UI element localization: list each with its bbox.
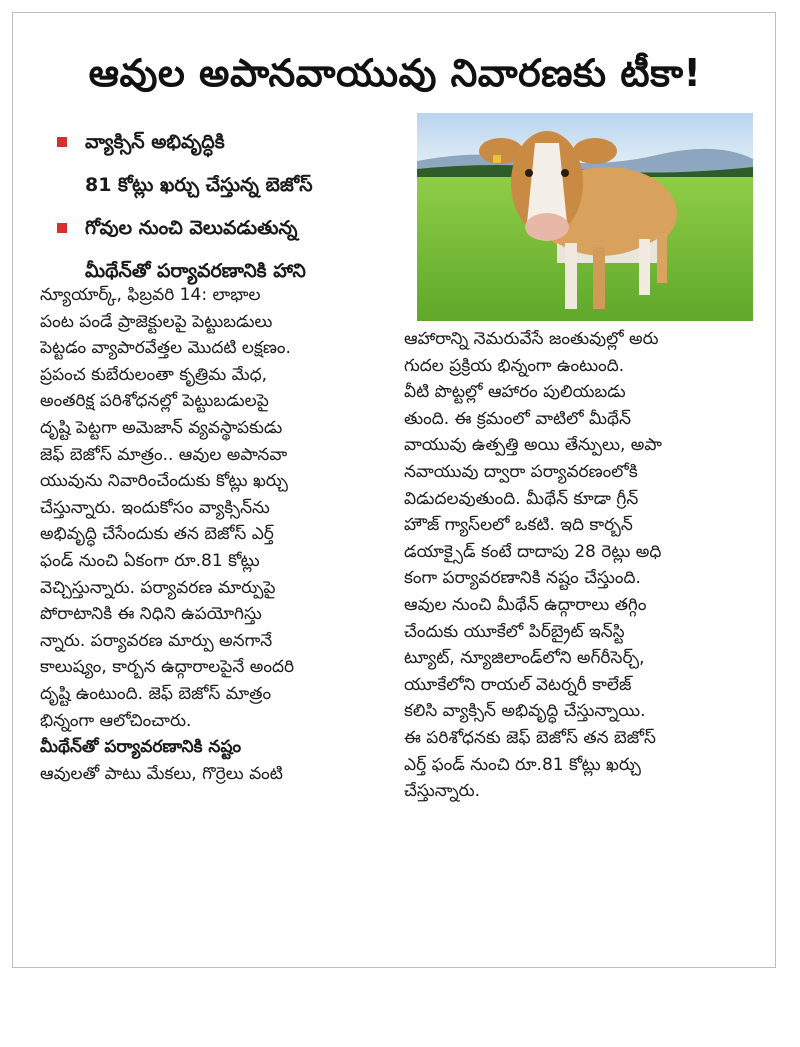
text-line: యువును నివారించేందుకు కోట్లు ఖర్చు bbox=[40, 471, 288, 492]
text-line: న్యూయార్క్, ఫిబ్రవరి 14: లాభాల bbox=[40, 285, 261, 305]
bullet-line: వ్యాక్సిన్ అభివృద్ధికి bbox=[85, 131, 225, 153]
text-line: కలిసి వ్యాక్సిన్ అభివృద్ధి చేస్తున్నాయి. bbox=[404, 701, 646, 722]
text-line: చేస్తున్నారు. ఇందుకోసం వ్యాక్సిన్‌ను bbox=[40, 497, 270, 518]
text-line: దృష్టి పెట్టగా అమెజాన్ వ్యవస్థాపకుడు bbox=[40, 417, 283, 438]
text-line: ఆవులతో పాటు మేకలు, గొర్రెలు వంటి bbox=[40, 763, 283, 784]
text-line: ఆహారాన్ని నెమరువేసే జంతువుల్లో అరు bbox=[404, 329, 659, 349]
text-line: జెఫ్ బెజోస్ మాత్రం.. ఆవుల అపానవా bbox=[40, 444, 288, 465]
text-line: డయాక్సైడ్ కంటే దాదాపు 28 రెట్లు అధి bbox=[404, 541, 662, 562]
article-column-right bbox=[404, 326, 740, 805]
text-line: ట్యూట్, న్యూజిలాండ్‌లోని అగ్‌రీసెర్చ్, bbox=[404, 648, 645, 669]
bullet-line: గోవుల నుంచి వెలువడుతున్న bbox=[85, 217, 298, 239]
text-line: పంట పండే ప్రాజెక్టులపై పెట్టుబడులు bbox=[40, 311, 273, 332]
text-line: విడుదలవుతుంది. మీథేన్ కూడా గ్రీన్ bbox=[404, 488, 639, 509]
bullet-methane bbox=[53, 207, 413, 293]
text-line: హౌజ్ గ్యాస్‌లలో ఒకటి. ఇది కార్బన్ bbox=[404, 515, 633, 536]
cow-illustration bbox=[417, 113, 753, 321]
text-line: ఈ పరిశోధనకు జెఫ్ బెజోస్ తన బెజోస్ bbox=[404, 727, 656, 748]
text-line: పోరాటానికి ఈ నిధిని ఉపయోగిస్తు bbox=[40, 604, 262, 625]
text-line: నవాయువు ద్వారా పర్యావరణంలోకి bbox=[404, 461, 638, 482]
article-column-left bbox=[40, 282, 394, 787]
text-line: గుదల ప్రక్రియ భిన్నంగా ఉంటుంది. bbox=[404, 355, 625, 376]
text-line: ఆవుల నుంచి మీథేన్ ఉద్గారాలు తగ్గిం bbox=[404, 594, 647, 615]
text-line: ఎర్త్ ఫండ్ నుంచి రూ.81 కోట్లు ఖర్చు bbox=[404, 754, 641, 775]
text-line: న్నారు. పర్యావరణ మార్పు అనగానే bbox=[40, 630, 273, 651]
bullet-vaccine bbox=[53, 121, 413, 207]
section-subheading: మీథేన్‌తో పర్యావరణానికి నష్టం bbox=[40, 737, 242, 758]
highlight-bullets bbox=[53, 121, 413, 293]
text-line: దృష్టి ఉంటుంది. జెఫ్ బెజోస్ మాత్రం bbox=[40, 683, 272, 704]
text-line: ఫండ్ నుంచి ఏకంగా రూ.81 కోట్లు bbox=[40, 550, 260, 571]
text-line: తుంది. ఈ క్రమంలో వాటిలో మీథేన్ bbox=[404, 408, 631, 429]
text-line: వెచ్చిస్తున్నారు. పర్యావరణ మార్పుపై bbox=[40, 577, 276, 598]
text-line: యూకేలోని రాయల్ వెటర్నరీ కాలేజ్ bbox=[404, 674, 632, 695]
text-line: చేస్తున్నారు. bbox=[404, 781, 480, 802]
text-line: వాయువు ఉత్పత్తి అయి తేన్పులు, అపా bbox=[404, 435, 662, 456]
headline: ఆవుల అపానవాయువు నివారణకు టీకా! bbox=[88, 51, 702, 95]
text-line: కంగా పర్యావరణానికి నష్టం చేస్తుంది. bbox=[404, 568, 641, 589]
text-line: అంతరిక్ష పరిశోధనల్లో పెట్టుబడులపై bbox=[40, 391, 269, 412]
text-line: కాలుష్యం, కార్బన ఉద్గారాలపైనే అందరి bbox=[40, 657, 295, 678]
text-line: పెట్టడం వ్యాపారవేత్తల మొదటి లక్షణం. bbox=[40, 338, 291, 359]
text-line: వీటి పొట్టల్లో ఆహారం పులియబడు bbox=[404, 382, 626, 403]
text-line: అభివృద్ధి చేసేందుకు తన బెజోస్ ఎర్త్ bbox=[40, 524, 274, 545]
cow-photo bbox=[417, 113, 753, 321]
bullet-square-icon bbox=[57, 137, 67, 147]
text-line: ప్రపంచ కుబేరులంతా కృత్రిమ మేధ, bbox=[40, 364, 267, 385]
bullet-line: 81 కోట్లు ఖర్చు చేస్తున్న బెజోస్ bbox=[85, 174, 313, 196]
text-line: చేందుకు యూకేలో పిర్‌బ్రైట్ ఇన్‌స్టి bbox=[404, 621, 625, 642]
bullet-line: మీథేన్‌తో పర్యావరణానికి హాని bbox=[85, 260, 306, 282]
text-line: భిన్నంగా ఆలోచించారు. bbox=[40, 710, 192, 731]
bullet-square-icon bbox=[57, 223, 67, 233]
